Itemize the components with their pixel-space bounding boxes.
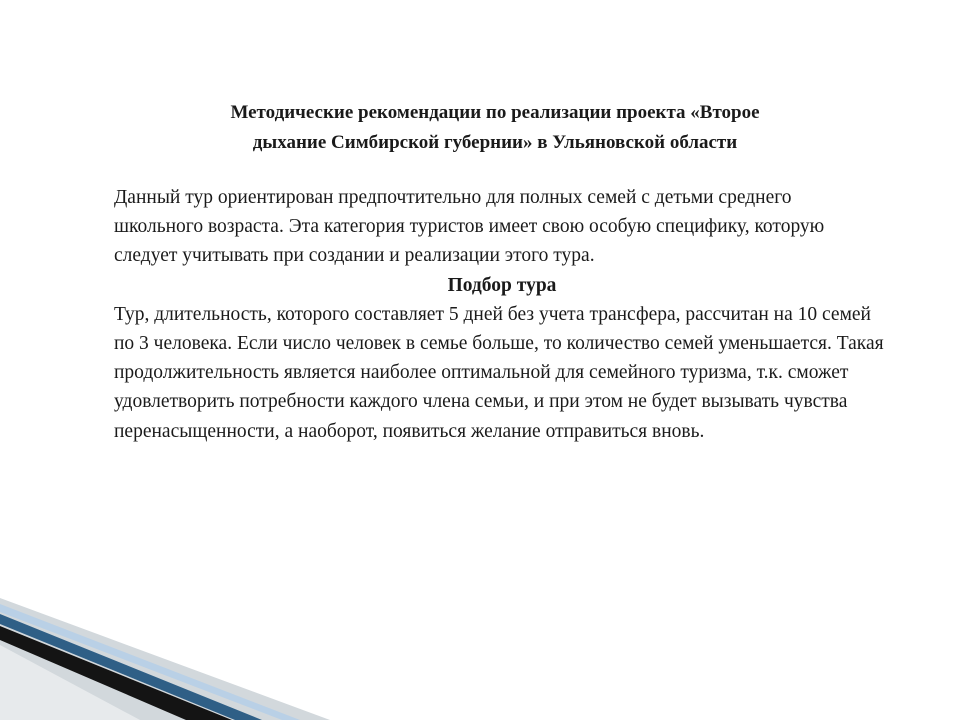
slide-title-line1: Методические рекомендации по реализации проекта «Второе (230, 102, 760, 123)
slide-body (114, 183, 884, 446)
paragraph-intro: Данный тур ориентирован предпочтительно для полных семей с детьми среднего школьного возраста. Эта категория туристов имеет свою особую специфику, которую следует учитывать при создании и реализации этого тура. (114, 187, 825, 267)
slide-title-line2: дыхание Симбирской губернии» в Ульяновской области (252, 132, 738, 153)
subheading-tour-selection: Подбор тура (447, 274, 557, 296)
slide-title (120, 98, 870, 158)
paragraph-tour-details: Тур, длительность, которого составляет 5 дней без учета трансфера, рассчитан на 10 семей по 3 человека. Если число человек в семье больше, то количество семей уменьшается. Такая продолжительность является наиболее оптимальной для семейного туризма, т.к. сможет удовлетворить потребности каждого члена семьи, и при этом не будет вызывать чувства перенасыщенности, а наоборот, появиться желание отправиться вновь. (114, 303, 884, 442)
